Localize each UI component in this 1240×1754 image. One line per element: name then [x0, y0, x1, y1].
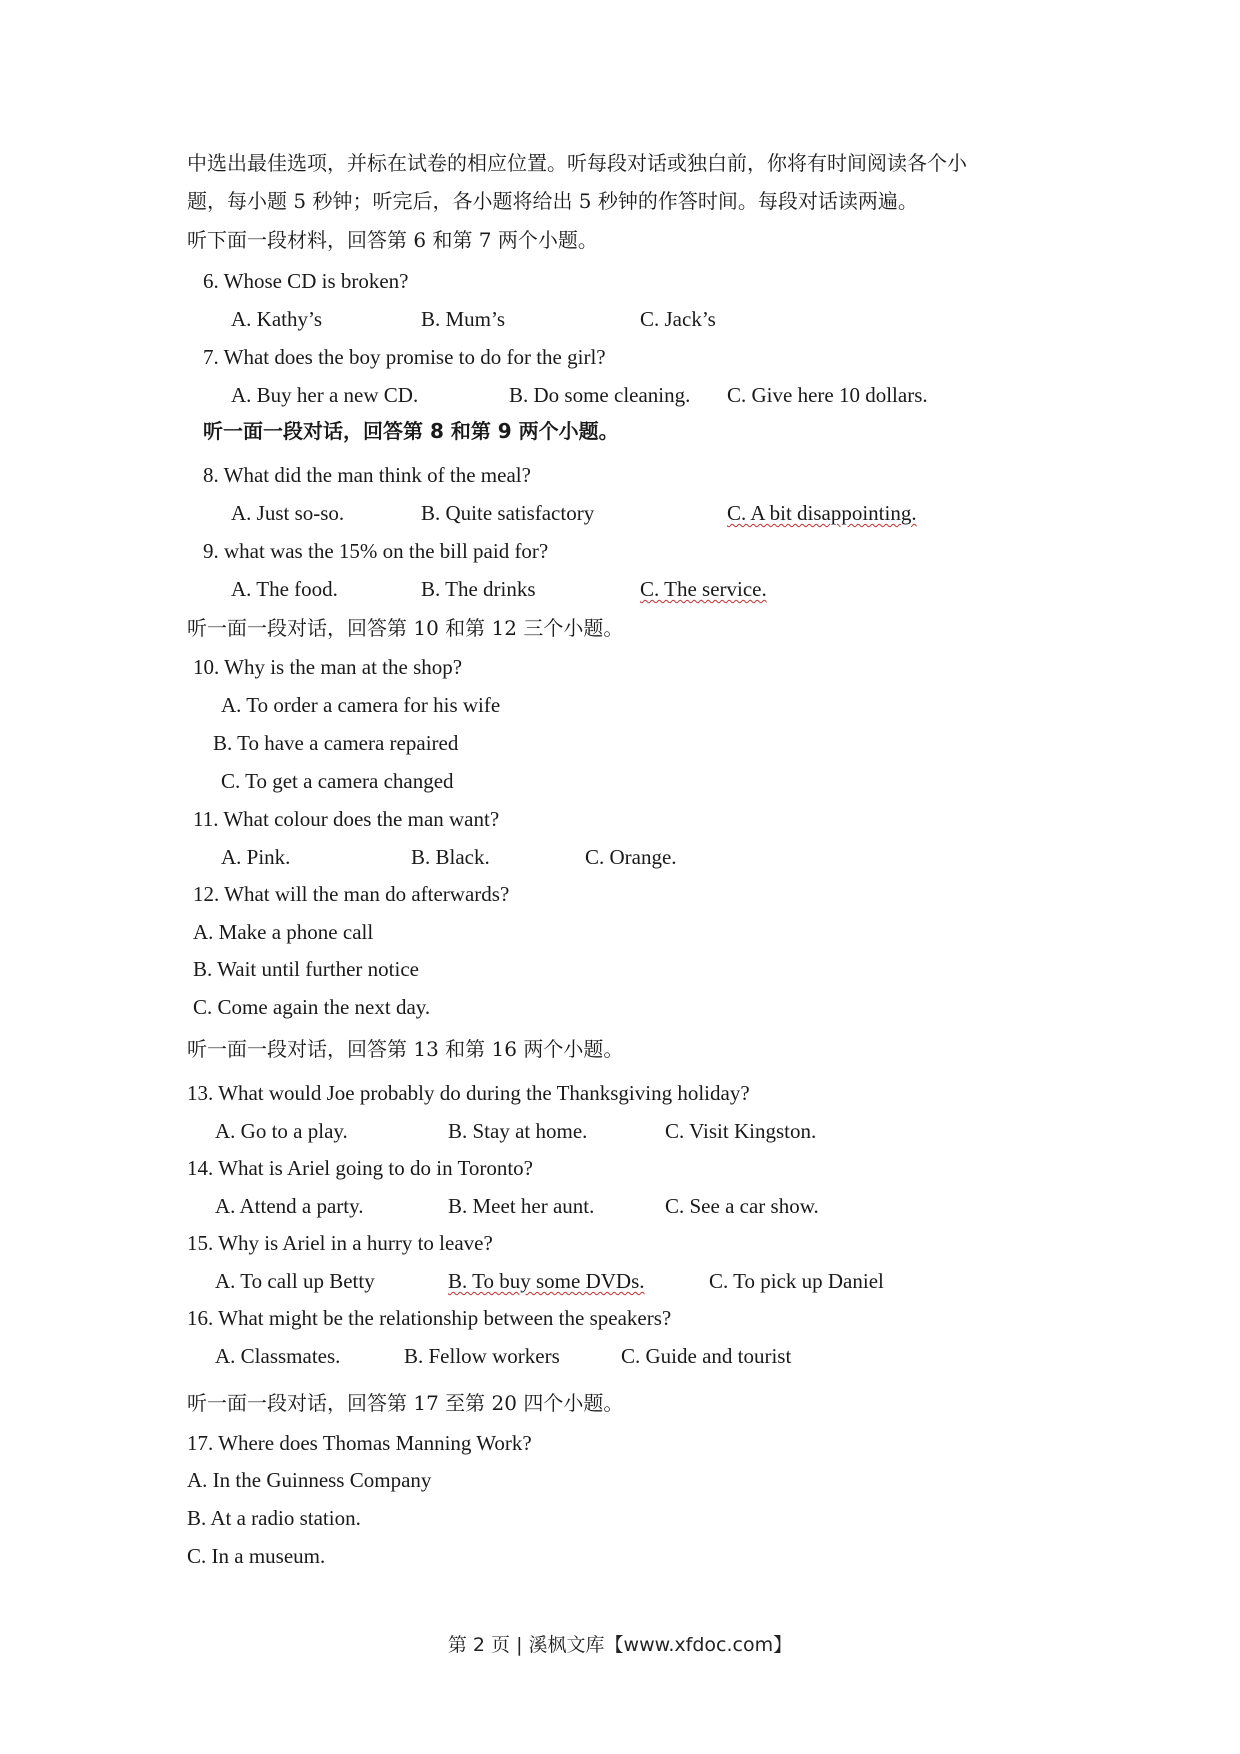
question-10-option-a: A. To order a camera for his wife: [221, 693, 501, 717]
question-15-option-c: C. To pick up Daniel: [709, 1269, 884, 1293]
question-11-option-c: C. Orange.: [585, 845, 677, 869]
question-6-option-a: A. Kathy’s: [231, 307, 322, 331]
question-9-option-b: B. The drinks: [421, 577, 536, 601]
question-12-option-a: A. Make a phone call: [193, 920, 374, 944]
section-heading-4: 听一面一段对话，回答第 13 和第 16 两个小题。: [187, 1037, 624, 1061]
question-14-stem: 14. What is Ariel going to do in Toronto?: [187, 1156, 533, 1180]
question-15-option-b: B. To buy some DVDs.: [448, 1269, 645, 1293]
question-9-stem: 9. what was the 15% on the bill paid for?: [203, 539, 549, 563]
question-7-option-c: C. Give here 10 dollars.: [727, 383, 928, 407]
question-16-option-c: C. Guide and tourist: [621, 1344, 792, 1368]
question-8-option-c: C. A bit disappointing.: [727, 501, 917, 525]
question-16-option-b: B. Fellow workers: [404, 1344, 560, 1368]
question-6-option-b: B. Mum’s: [421, 307, 506, 331]
question-13-stem: 13. What would Joe probably do during the Thanksgiving holiday?: [187, 1081, 750, 1105]
question-10-option-c: C. To get a camera changed: [221, 769, 454, 793]
question-7-option-a: A. Buy her a new CD.: [231, 383, 419, 407]
question-9-option-a: A. The food.: [231, 577, 338, 601]
question-6-stem: 6. Whose CD is broken?: [203, 269, 409, 293]
question-12-stem: 12. What will the man do afterwards?: [193, 882, 510, 906]
question-7-stem: 7. What does the boy promise to do for the girl?: [203, 345, 606, 369]
section-heading-2: 听一面一段对话，回答第 8 和第 9 两个小题。: [203, 419, 619, 443]
section-heading-1: 听下面一段材料，回答第 6 和第 7 两个小题。: [187, 228, 598, 252]
question-14-option-a: A. Attend a party.: [215, 1194, 364, 1218]
question-16-stem: 16. What might be the relationship between the speakers?: [187, 1306, 672, 1330]
question-12-option-b: B. Wait until further notice: [193, 957, 419, 981]
question-13-option-b: B. Stay at home.: [448, 1119, 588, 1143]
question-11-option-a: A. Pink.: [221, 845, 291, 869]
intro-line-1: 中选出最佳选项，并标在试卷的相应位置。听每段对话或独白前，你将有时间阅读各个小: [187, 151, 967, 175]
question-8-option-a: A. Just so-so.: [231, 501, 345, 525]
section-heading-3: 听一面一段对话，回答第 10 和第 12 三个小题。: [187, 616, 624, 640]
question-12-option-c: C. Come again the next day.: [193, 995, 431, 1019]
question-8-stem: 8. What did the man think of the meal?: [203, 463, 531, 487]
question-17-option-a: A. In the Guinness Company: [187, 1468, 432, 1492]
question-10-stem: 10. Why is the man at the shop?: [193, 655, 463, 679]
question-10-option-b: B. To have a camera repaired: [213, 731, 459, 755]
question-15-stem: 15. Why is Ariel in a hurry to leave?: [187, 1231, 493, 1255]
question-17-option-b: B. At a radio station.: [187, 1506, 361, 1530]
question-16-option-a: A. Classmates.: [215, 1344, 341, 1368]
question-11-stem: 11. What colour does the man want?: [193, 807, 500, 831]
question-17-option-c: C. In a museum.: [187, 1544, 326, 1568]
question-6-option-c: C. Jack’s: [640, 307, 716, 331]
question-17-stem: 17. Where does Thomas Manning Work?: [187, 1431, 532, 1455]
question-9-option-c: C. The service.: [640, 577, 767, 601]
section-heading-5: 听一面一段对话，回答第 17 至第 20 四个小题。: [187, 1391, 624, 1415]
question-8-option-b: B. Quite satisfactory: [421, 501, 595, 525]
question-11-option-b: B. Black.: [411, 845, 490, 869]
question-15-option-a: A. To call up Betty: [215, 1269, 375, 1293]
question-7-option-b: B. Do some cleaning.: [509, 383, 691, 407]
question-14-option-b: B. Meet her aunt.: [448, 1194, 595, 1218]
question-14-option-c: C. See a car show.: [665, 1194, 819, 1218]
intro-line-2: 题，每小题 5 秒钟；听完后，各小题将给出 5 秒钟的作答时间。每段对话读两遍。: [187, 189, 918, 213]
question-13-option-c: C. Visit Kingston.: [665, 1119, 817, 1143]
page-footer: 第 2 页 | 溪枫文库【www.xfdoc.com】: [447, 1634, 793, 1656]
question-13-option-a: A. Go to a play.: [215, 1119, 348, 1143]
